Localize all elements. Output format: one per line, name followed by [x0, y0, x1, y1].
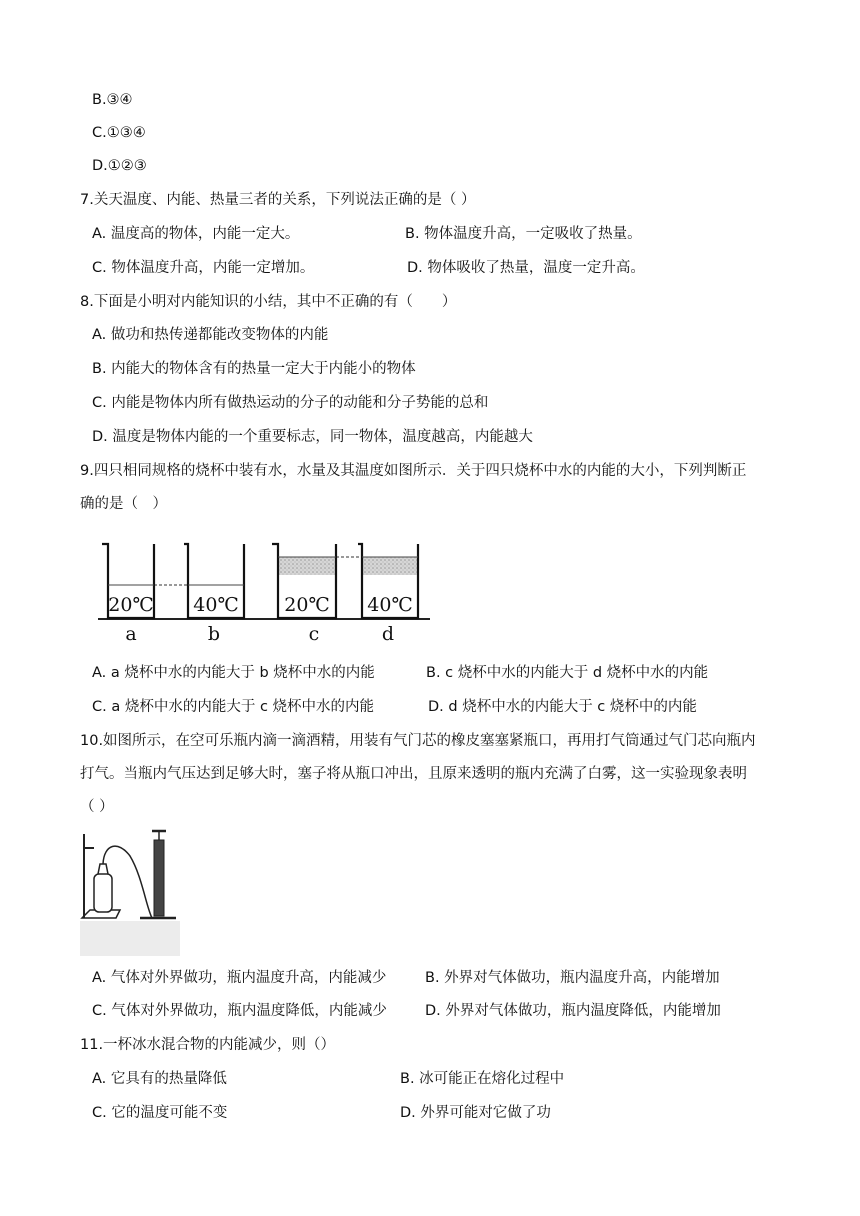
- q6-option-d: D.①②③: [92, 158, 147, 174]
- beaker-c-temp: 20℃: [284, 594, 330, 616]
- beaker-a: [102, 544, 154, 645]
- q7-option-a: A. 温度高的物体，内能一定大。: [92, 226, 300, 242]
- q11-option-b: B. 冰可能正在熔化过程中: [400, 1071, 565, 1087]
- q7-stem: 7.关天温度、内能、热量三者的关系，下列说法正确的是（ ）: [80, 192, 476, 208]
- q11-stem: 11.一杯冰水混合物的内能减少，则（）: [80, 1037, 336, 1053]
- q11-option-d: D. 外界可能对它做了功: [400, 1105, 551, 1121]
- beaker-d: [358, 544, 418, 645]
- q10-option-d: D. 外界对气体做功，瓶内温度降低，内能增加: [425, 1003, 721, 1019]
- q7-option-b: B. 物体温度升高，一定吸收了热量。: [405, 226, 642, 242]
- q11-option-c: C. 它的温度可能不变: [92, 1105, 228, 1121]
- q9-option-b: B. c 烧杯中水的内能大于 d 烧杯中水的内能: [426, 665, 709, 681]
- q11-option-a: A. 它具有的热量降低: [92, 1071, 227, 1087]
- q9-option-d: D. d 烧杯中水的内能大于 c 烧杯中的内能: [428, 699, 697, 715]
- q8-stem: 8.下面是小明对内能知识的小结，其中不正确的有（ ）: [80, 294, 457, 310]
- q10-option-a: A. 气体对外界做功，瓶内温度升高，内能减少: [92, 970, 387, 986]
- q9-beaker-figure: [96, 535, 432, 645]
- q9-option-c: C. a 烧杯中水的内能大于 c 烧杯中水的内能: [92, 699, 375, 715]
- q9-option-a: A. a 烧杯中水的内能大于 b 烧杯中水的内能: [92, 665, 375, 681]
- beaker-b: [184, 544, 244, 645]
- q10-bottle-pump-figure: [80, 826, 180, 956]
- beaker-a-temp: 20℃: [108, 594, 154, 616]
- beaker-d-temp: 40℃: [367, 594, 413, 616]
- q7-option-c: C. 物体温度升高，内能一定增加。: [92, 260, 315, 276]
- q8-option-d: D. 温度是物体内能的一个重要标志，同一物体，温度越高，内能越大: [92, 429, 533, 445]
- beaker-c-label: c: [308, 623, 320, 645]
- q9-stem-line2: 确的是（ ）: [80, 496, 167, 512]
- beaker-b-temp: 40℃: [193, 594, 239, 616]
- q8-option-a: A. 做功和热传递都能改变物体的内能: [92, 327, 329, 343]
- q6-option-c: C.①③④: [92, 125, 146, 141]
- q10-stem-line2: 打气。当瓶内气压达到足够大时，塞子将从瓶口冲出，且原来透明的瓶内充满了白雾，这一实验现象表明: [80, 766, 747, 782]
- q10-option-b: B. 外界对气体做功，瓶内温度升高，内能增加: [425, 970, 720, 986]
- q6-option-b: B.③④: [92, 92, 133, 108]
- q10-option-c: C. 气体对外界做功，瓶内温度降低，内能减少: [92, 1003, 387, 1019]
- beaker-b-label: b: [207, 623, 221, 645]
- q10-stem-line3: （ ）: [80, 799, 114, 815]
- q8-option-c: C. 内能是物体内所有做热运动的分子的动能和分子势能的总和: [92, 395, 489, 411]
- q10-stem-line1: 10.如图所示，在空可乐瓶内滴一滴酒精，用装有气门芯的橡皮塞塞紧瓶口，再用打气筒通过气门芯向瓶内: [80, 733, 756, 749]
- beaker-d-label: d: [381, 623, 395, 645]
- q8-option-b: B. 内能大的物体含有的热量一定大于内能小的物体: [92, 361, 416, 377]
- beaker-a-label: a: [125, 623, 137, 645]
- q9-stem-line1: 9.四只相同规格的烧杯中装有水，水量及其温度如图所示．关于四只烧杯中水的内能的大小，下列判断正: [80, 463, 747, 479]
- beaker-c: [272, 544, 336, 645]
- q7-option-d: D. 物体吸收了热量，温度一定升高。: [407, 260, 645, 276]
